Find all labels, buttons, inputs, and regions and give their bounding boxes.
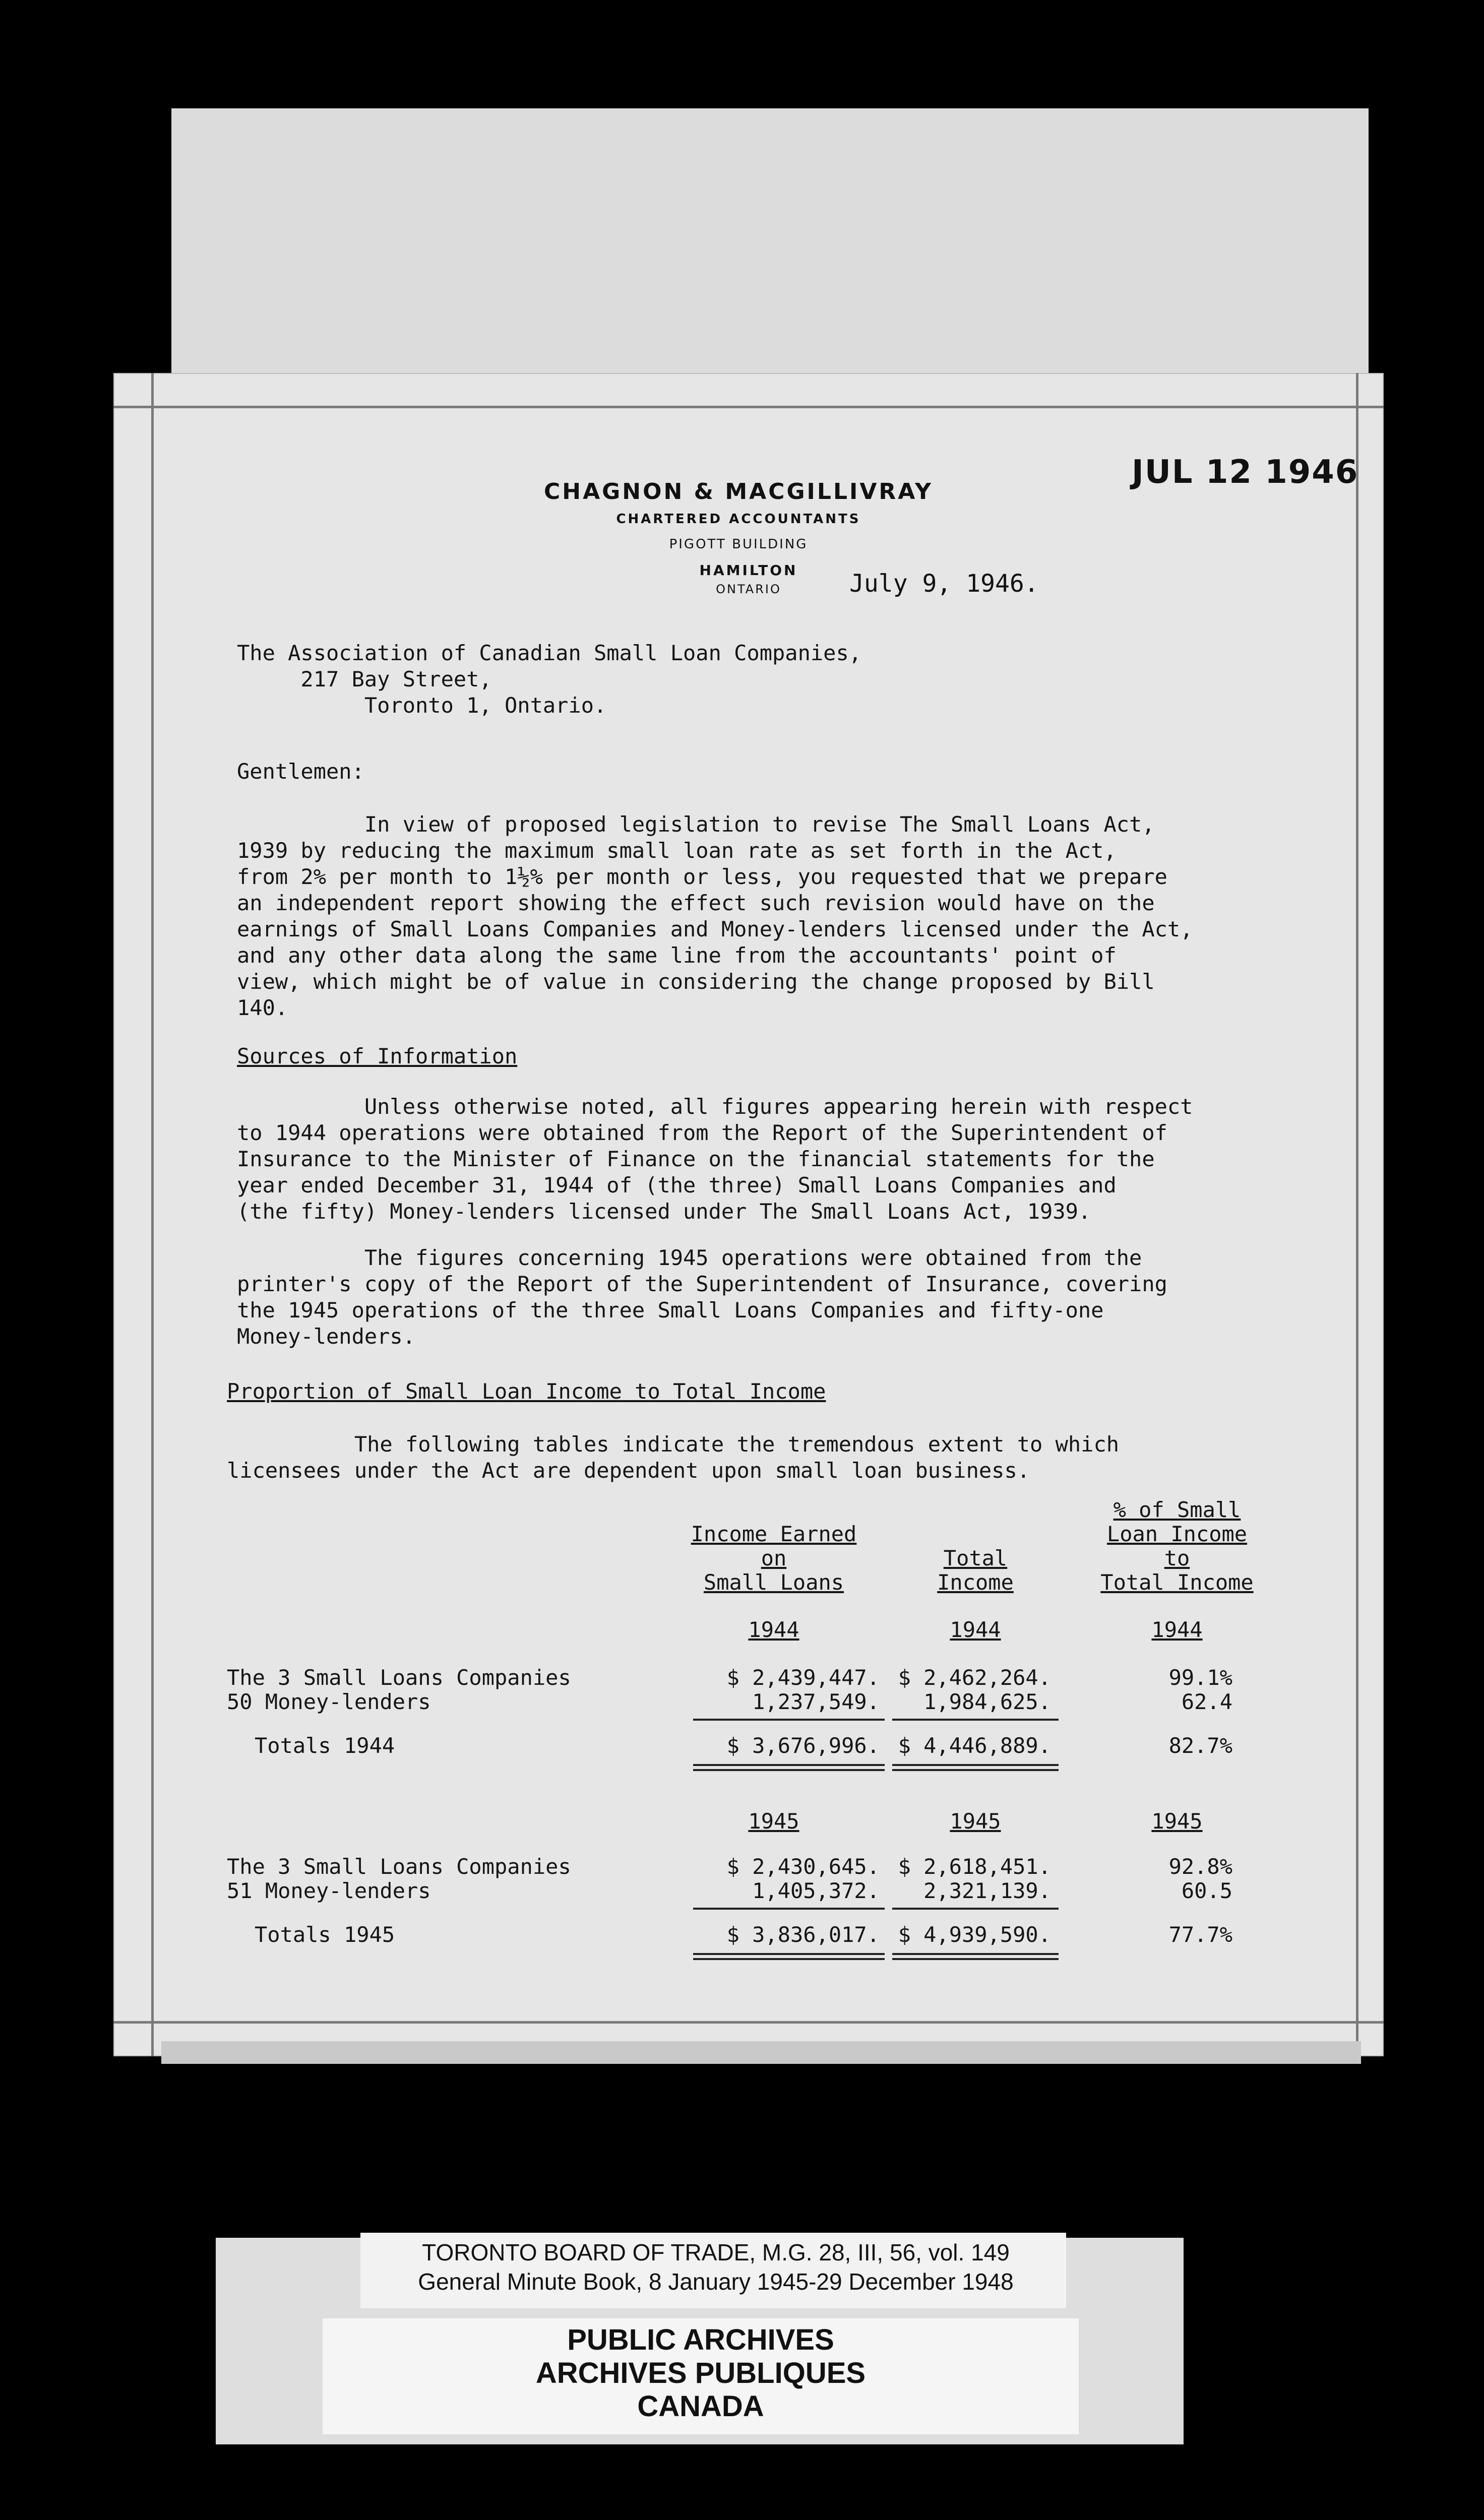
cell-small-loan-income: 1,237,549. <box>752 1689 880 1714</box>
paragraph-line: printer's copy of the Report of the Superintendent of Insurance, covering <box>237 1272 1167 1296</box>
paragraph-line: the 1945 operations of the three Small Loans Companies and fifty-one <box>237 1298 1104 1322</box>
archive-country: CANADA <box>637 2390 764 2423</box>
paragraph-line: The following tables indicate the tremendous extent to which <box>227 1432 1120 1457</box>
letter-date: July 9, 1946. <box>849 570 1039 598</box>
paragraph-line: The figures concerning 1945 operations were obtained from the <box>237 1245 1142 1270</box>
letterhead-province: ONTARIO <box>716 582 781 596</box>
cell-small-loan-income: $ 2,430,645. <box>726 1854 880 1879</box>
cell-percentage: 62.4 <box>1181 1689 1232 1714</box>
year-label-1945: 1945 <box>748 1809 799 1834</box>
section-heading-proportion: Proportion of Small Loan Income to Total Income <box>227 1379 826 1404</box>
margin-rule-top <box>113 406 1384 408</box>
sum-rule <box>693 1719 885 1721</box>
double-rule <box>693 1764 885 1766</box>
cell-total-income: $ 2,618,451. <box>898 1854 1051 1879</box>
cell-total-income: 2,321,139. <box>923 1878 1051 1903</box>
sum-rule <box>892 1719 1059 1721</box>
totals-label: Totals 1944 <box>255 1733 395 1758</box>
col-header-percentage: % of Small Loan Income to Total Income <box>1100 1497 1254 1595</box>
archive-name-en: PUBLIC ARCHIVES <box>567 2323 834 2356</box>
margin-rule-bottom <box>113 2021 1384 2024</box>
year-label-1944: 1944 <box>1151 1617 1203 1642</box>
double-rule <box>693 1769 885 1771</box>
year-label-1944: 1944 <box>748 1617 799 1642</box>
sum-rule <box>693 1908 885 1910</box>
letterhead-firm: CHAGNON & MACGILLIVRAY <box>543 479 934 505</box>
paragraph-line: In view of proposed legislation to revise The Small Loans Act, <box>237 812 1155 837</box>
address-line: 217 Bay Street, <box>237 667 492 691</box>
letterhead-subtitle: CHARTERED ACCOUNTANTS <box>616 512 861 527</box>
cell-total-small-loan-income: $ 3,836,017. <box>726 1922 880 1947</box>
cell-total-income: $ 2,462,264. <box>898 1665 1051 1690</box>
received-date-stamp: JUL 12 1946 <box>1132 454 1359 491</box>
col-header-small-loan-income: Income Earned on Small Loans <box>691 1522 857 1595</box>
cell-percentage: 99.1% <box>1168 1665 1232 1690</box>
margin-rule-right <box>1356 373 1358 2056</box>
cell-percentage: 60.5 <box>1181 1878 1232 1903</box>
paragraph-line: 1939 by reducing the maximum small loan rate as set forth in the Act, <box>237 838 1117 863</box>
section-heading-sources: Sources of Information <box>237 1044 518 1068</box>
salutation: Gentlemen: <box>237 759 364 784</box>
address-line: The Association of Canadian Small Loan Companies, <box>237 641 862 665</box>
totals-label: Totals 1945 <box>255 1922 395 1947</box>
cell-total-income: 1,984,625. <box>923 1689 1051 1714</box>
archive-reference <box>388 2238 1043 2296</box>
paragraph-line: view, which might be of value in considering the change proposed by Bill <box>237 969 1155 994</box>
archive-reference-line: TORONTO BOARD OF TRADE, M.G. 28, III, 56, vol. 149 <box>422 2239 1010 2265</box>
archive-reference-line: General Minute Book, 8 January 1945-29 December 1948 <box>418 2269 1014 2295</box>
double-rule <box>693 1958 885 1960</box>
address-line: Toronto 1, Ontario. <box>237 693 607 718</box>
double-rule <box>892 1764 1059 1766</box>
paragraph-line: Unless otherwise noted, all figures appearing herein with respect <box>237 1094 1193 1119</box>
under-sheet-edge <box>161 2041 1361 2064</box>
double-rule <box>693 1953 885 1955</box>
paragraph-line: year ended December 31, 1944 of (the three) Small Loans Companies and <box>237 1173 1117 1198</box>
letterhead-city: HAMILTON <box>699 562 798 579</box>
paragraph-line: Money-lenders. <box>237 1324 416 1349</box>
cell-total-percentage: 82.7% <box>1168 1733 1232 1758</box>
paragraph-line: to 1944 operations were obtained from the Report of the Superintendent of <box>237 1120 1167 1145</box>
row-label: The 3 Small Loans Companies <box>227 1854 571 1879</box>
double-rule <box>892 1958 1059 1960</box>
row-label: The 3 Small Loans Companies <box>227 1665 571 1690</box>
archive-name-fr: ARCHIVES PUBLIQUES <box>535 2357 866 2389</box>
cell-percentage: 92.8% <box>1168 1854 1232 1879</box>
letterhead-building: PIGOTT BUILDING <box>669 537 808 552</box>
cell-total-total-income: $ 4,939,590. <box>898 1922 1051 1947</box>
margin-rule-left <box>151 373 154 2056</box>
paragraph-line: from 2% per month to 1½% per month or less, you requested that we prepare <box>237 864 1167 889</box>
double-rule <box>892 1769 1059 1771</box>
paragraph-line: an independent report showing the effect such revision would have on the <box>237 891 1155 915</box>
paragraph-line: earnings of Small Loans Companies and Money-lenders licensed under the Act, <box>237 917 1193 941</box>
cell-total-total-income: $ 4,446,889. <box>898 1733 1051 1758</box>
cell-small-loan-income: $ 2,439,447. <box>726 1665 880 1690</box>
cell-total-percentage: 77.7% <box>1168 1922 1232 1947</box>
paragraph-line: and any other data along the same line from the accountants' point of <box>237 943 1117 968</box>
cell-small-loan-income: 1,405,372. <box>752 1878 880 1903</box>
year-label-1945: 1945 <box>1151 1809 1203 1834</box>
year-label-1945: 1945 <box>950 1809 1001 1834</box>
sum-rule <box>892 1908 1059 1910</box>
cell-total-small-loan-income: $ 3,676,996. <box>726 1733 880 1758</box>
paragraph-line: 140. <box>237 995 288 1020</box>
letter-sheet <box>113 373 1384 2056</box>
year-label-1944: 1944 <box>950 1617 1001 1642</box>
double-rule <box>892 1953 1059 1955</box>
archive-name <box>323 2323 1079 2423</box>
paragraph-line: Insurance to the Minister of Finance on the financial statements for the <box>237 1147 1155 1171</box>
row-label: 51 Money-lenders <box>227 1878 431 1903</box>
paragraph-line: licensees under the Act are dependent upon small loan business. <box>227 1458 1030 1483</box>
col-header-total-income: Total Income <box>937 1546 1014 1595</box>
paragraph-line: (the fifty) Money-lenders licensed under The Small Loans Act, 1939. <box>237 1199 1091 1224</box>
row-label: 50 Money-lenders <box>227 1689 431 1714</box>
